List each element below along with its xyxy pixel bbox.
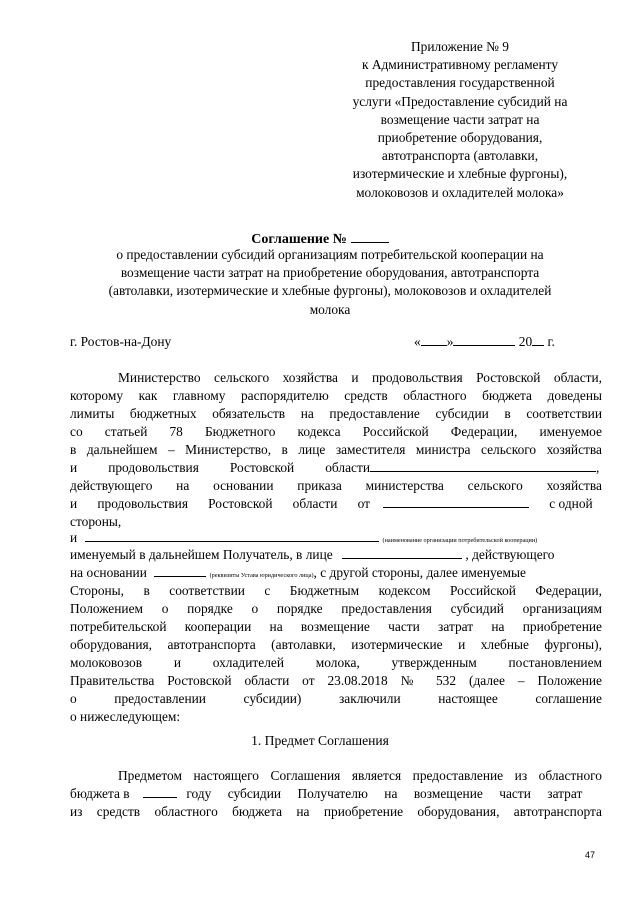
appendix-line: услуги «Предоставление субсидий на <box>352 93 568 109</box>
section-1-line: Предметом настоящего Соглашения является предоставление из областного <box>118 768 602 783</box>
paragraph-1-line: в дальнейшем – Министерство, в лице заместителя министра сельского хозяйства <box>70 442 602 457</box>
subtitle-line: (автолавки, изотермические и хлебные фургоны), молоковозов и охладителей <box>108 283 552 299</box>
section-1-line: из средств областного бюджета на приобретение оборудования, автотранспорта <box>70 804 602 819</box>
subtitle-line: молока <box>309 301 351 317</box>
appendix-block <box>330 38 590 202</box>
subtitle-line: о предоставлении субсидий организациям потребительской кооперации на <box>116 247 544 262</box>
organization-name-blank <box>85 529 379 542</box>
paragraph-1-line: стороны, <box>70 514 122 529</box>
paragraph-2-line: Стороны, в соответствии с Бюджетным кодексом Российской Федерации, <box>70 583 602 598</box>
order-date-blank <box>383 495 529 508</box>
appendix-line: приобретение оборудования, <box>377 130 543 146</box>
agreement-date: « » 20 г. <box>414 334 555 349</box>
appendix-line: молоковозов и охладителей молока» <box>356 184 564 200</box>
subtitle-line: возмещение части затрат на приобретение оборудования, автотранспорта <box>120 265 540 281</box>
paragraph-1-line: и продовольствия Ростовской области от с одной <box>70 496 593 511</box>
paragraph-1-line: лимиты бюджетных обязательств на предоставление субсидии в соответствии <box>70 406 602 421</box>
paragraph-2-line: на основании (реквизиты Устава юридического лица), с другой стороны, далее именуемые <box>70 565 526 580</box>
paragraph-1-line: которому как главному распорядителю средств областного бюджета доведены <box>70 388 602 403</box>
agreement-subtitle <box>60 246 600 319</box>
deputy-minister-blank <box>370 459 596 472</box>
appendix-line: возмещение части затрат на <box>380 111 540 127</box>
paragraph-1-line: и продовольствия Ростовской области , <box>70 460 600 475</box>
paragraph-1-line: со статьей 78 Бюджетного кодекса Российской Федерации, именуемое <box>70 424 602 439</box>
charter-details-blank <box>154 564 206 577</box>
appendix-line: автотранспорта (автолавки, <box>381 148 539 164</box>
paragraph-2-line: именуемый в дальнейшем Получатель, в лице , действующего <box>70 547 555 562</box>
organization-name-note: (наименование организации потребительской кооперации) <box>382 537 538 544</box>
agreement-number-blank <box>351 229 389 243</box>
paragraph-2-line: молоковозов и охладителей молока, утвержденным постановлением <box>70 655 602 670</box>
appendix-line: изотермические и хлебные фургоны), <box>352 166 568 182</box>
section-1-heading: 1. Предмет Соглашения <box>251 733 389 748</box>
appendix-line: к Административному регламенту <box>361 57 559 73</box>
appendix-line: предоставления государственной <box>365 75 555 91</box>
place-of-signing: г. Ростов-на-Дону <box>70 334 172 349</box>
agreement-title-text: Соглашение № <box>251 232 347 247</box>
day-blank <box>421 333 447 346</box>
year-blank-section <box>143 785 177 798</box>
paragraph-2-line: Положением о порядке о порядке предоставления субсидий организациям <box>70 601 602 616</box>
paragraph-2-line: Правительства Ростовской области от 23.08.2018 № 532 (далее – Положение <box>70 673 602 688</box>
charter-details-note: (реквизиты Устава юридического лица) <box>209 572 314 579</box>
paragraph-2-line: о предоставлении субсидии) заключили настоящее соглашение <box>70 691 602 706</box>
paragraph-1-line: Министерство сельского хозяйства и продовольствия Ростовской области, <box>118 370 602 385</box>
paragraph-1-line: действующего на основании приказа министерства сельского хозяйства <box>70 478 602 493</box>
paragraph-2-line: и (наименование организации потребительской кооперации) <box>70 530 538 545</box>
month-blank <box>453 333 515 346</box>
recipient-representative-blank <box>342 546 462 559</box>
appendix-line: Приложение № 9 <box>410 39 510 54</box>
page-number: 47 <box>585 850 596 860</box>
year-blank <box>532 333 544 346</box>
paragraph-2-line: потребительской кооперации на возмещение части затрат на приобретение <box>70 619 602 634</box>
paragraph-2-line: о нижеследующем: <box>70 709 181 724</box>
paragraph-2-line: оборудования, автотранспорта (автолавки, изотермические и хлебные фургоны), <box>70 637 602 652</box>
section-1-line: бюджета в году субсидии Получателю на возмещение части затрат <box>70 786 583 801</box>
